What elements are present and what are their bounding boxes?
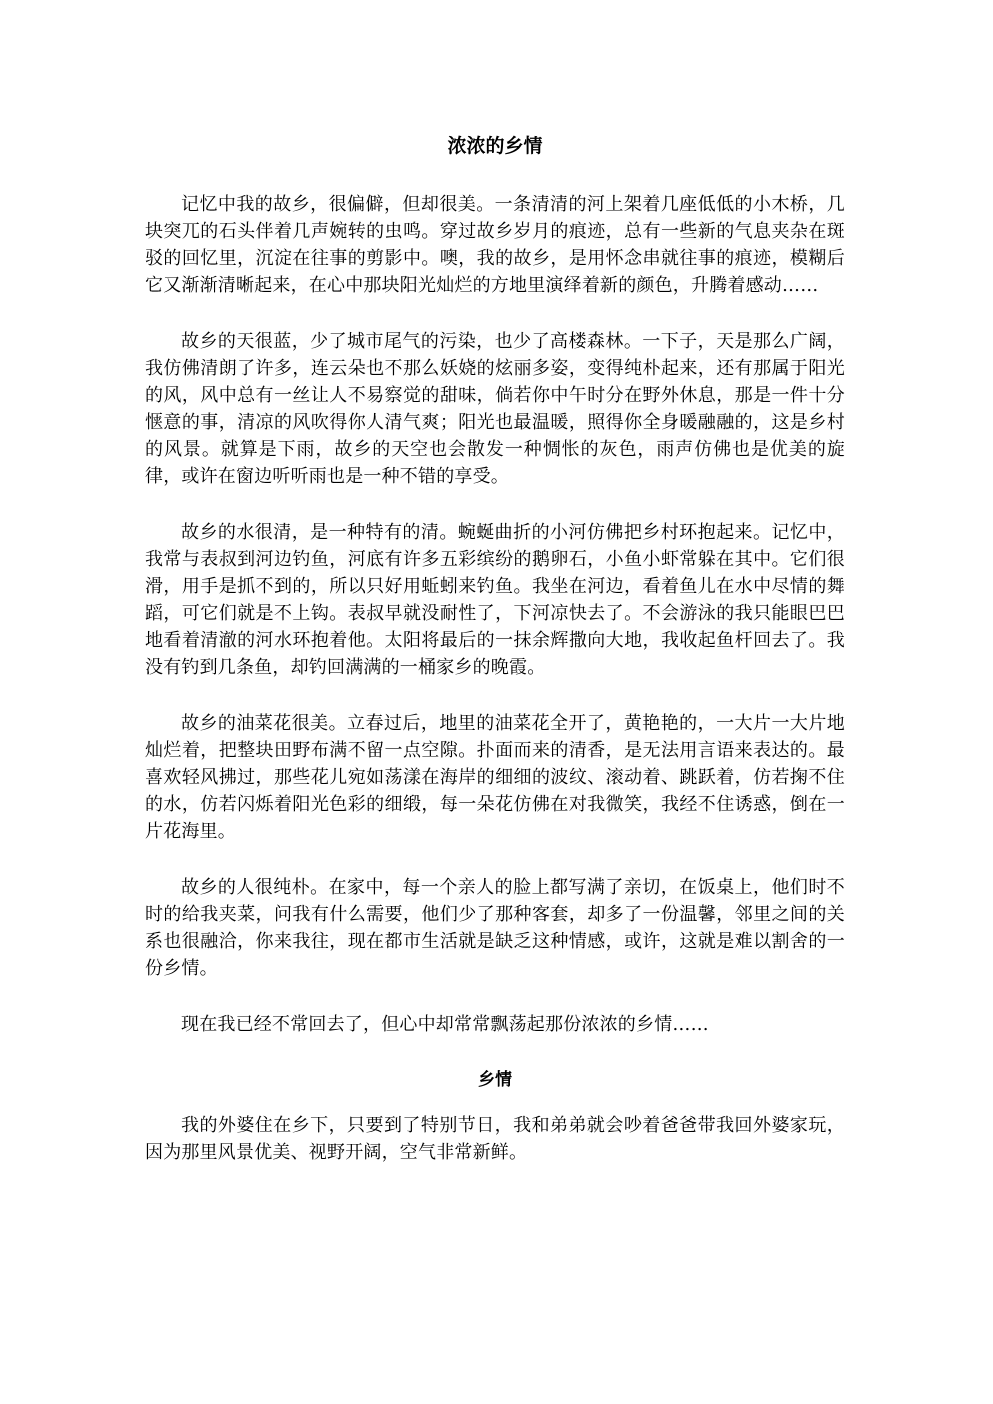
essay-subtitle: 乡情 <box>478 1070 512 1090</box>
paragraph: 现在我已经不常回去了，但心中却常常飘荡起那份浓浓的乡情…… <box>181 1014 709 1035</box>
paragraph: 故乡的人很纯朴。在家中，每一个亲人的脸上都写满了亲切，在饭桌上，他们时不时的给我夹菜，问我有什么需要，他们少了那种客套，却多了一份温馨，邻里之间的关系也很融洽，你来我往，现在都市生活就是缺乏这种情感，或许，这就是难以割舍的一份乡情。 <box>145 877 845 979</box>
paragraph: 我的外婆住在乡下，只要到了特别节日，我和弟弟就会吵着爸爸带我回外婆家玩，因为那里风景优美、视野开阔，空气非常新鲜。 <box>145 1115 845 1163</box>
essay-title: 浓浓的乡情 <box>447 135 543 157</box>
paragraph: 故乡的水很清，是一种特有的清。蜿蜒曲折的小河仿佛把乡村环抱起来。记忆中，我常与表叔到河边钓鱼，河底有许多五彩缤纷的鹅卵石，小鱼小虾常躲在其中。它们很滑，用手是抓不到的，所以只好用蚯蚓来钓鱼。我坐在河边，看着鱼儿在水中尽情的舞蹈，可它们就是不上钩。表叔早就没耐性了，下河凉快去了。不会游泳的我只能眼巴巴地看着清澈的河水环抱着他。太阳将最后的一抹余辉撒向大地，我收起鱼杆回去了。我没有钓到几条鱼，却钓回满满的一桶家乡的晚霞。 <box>145 522 845 678</box>
paragraph: 记忆中我的故乡，很偏僻，但却很美。一条清清的河上架着几座低低的小木桥，几块突兀的石头伴着几声婉转的虫鸣。穿过故乡岁月的痕迹，总有一些新的气息夹杂在斑驳的回忆里，沉淀在往事的剪影中。噢，我的故乡，是用怀念串就往事的痕迹，模糊后它又渐渐清晰起来，在心中那块阳光灿烂的方地里演绎着新的颜色，升腾着感动…… <box>145 194 845 296</box>
paragraph: 故乡的油菜花很美。立春过后，地里的油菜花全开了，黄艳艳的，一大片一大片地灿烂着，把整块田野布满不留一点空隙。扑面而来的清香，是无法用言语来表达的。最喜欢轻风拂过，那些花儿宛如荡漾在海岸的细细的波纹、滚动着、跳跃着，仿若掬不住的水，仿若闪烁着阳光色彩的细缎，每一朵花仿佛在对我微笑，我经不住诱惑，倒在一片花海里。 <box>145 713 845 842</box>
paragraph: 故乡的天很蓝，少了城市尾气的污染，也少了高楼森林。一下子，天是那么广阔，我仿佛清朗了许多，连云朵也不那么妖娆的炫丽多姿，变得纯朴起来，还有那属于阳光的风，风中总有一丝让人不易察觉的甜味，倘若你中午时分在野外休息，那是一件十分惬意的事，清凉的风吹得你人清气爽；阳光也最温暖，照得你全身暖融融的，这是乡村的风景。就算是下雨，故乡的天空也会散发一种惆怅的灰色，雨声仿佛也是优美的旋律，或许在窗边听听雨也是一种不错的享受。 <box>145 331 845 487</box>
document-page <box>145 132 845 1195</box>
